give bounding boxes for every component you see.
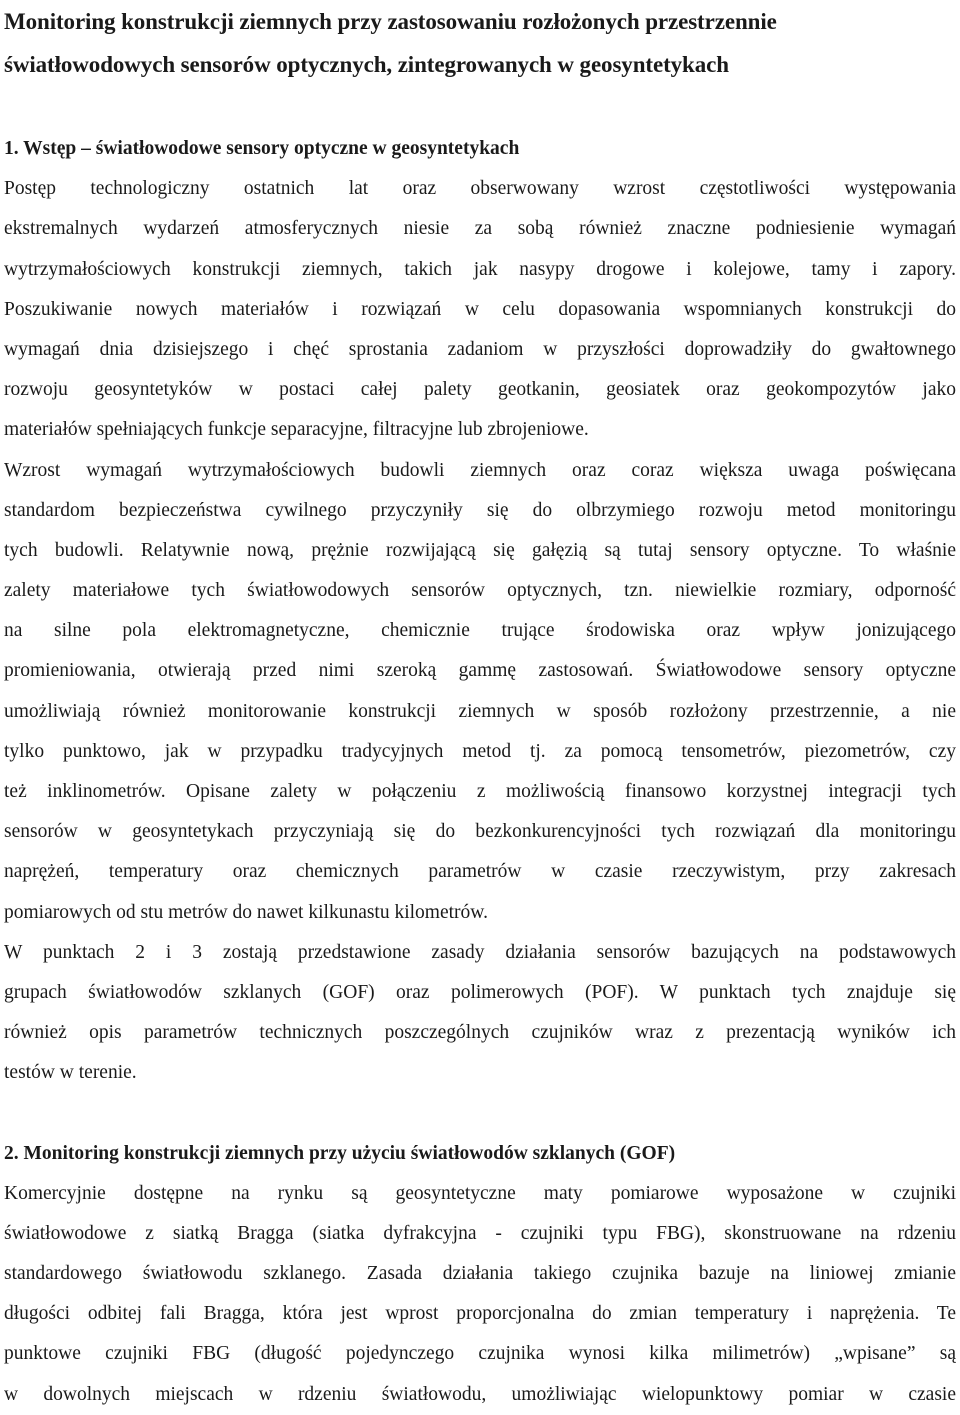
section-2-heading: 2. Monitoring konstrukcji ziemnych przy użyciu światłowodów szklanych (GOF): [4, 1142, 676, 1164]
text-line: materiałów spełniających funkcje separacyjne, filtracyjne lub zbrojeniowe.: [4, 419, 589, 441]
title-line-1: Monitoring konstrukcji ziemnych przy zastosowaniu rozłożonych przestrzennie: [4, 9, 777, 34]
text-line: tylko punktowo, jak w przypadku tradycyjnych metod tj. za pomocą tensometrów, piezometrów, czy: [4, 740, 956, 762]
text-line: Wzrost wymagań wytrzymałościowych budowli ziemnych oraz coraz większa uwaga poświęcana: [4, 459, 956, 481]
text-line: Komercyjnie dostępne na rynku są geosyntetyczne maty pomiarowe wyposażone w czujniki: [4, 1182, 956, 1204]
document-title: [4, 0, 956, 86]
text-line: grupach światłowodów szklanych (GOF) oraz polimerowych (POF). W punktach tych znajduje się: [4, 981, 956, 1003]
text-line: promieniowania, otwierają przed nimi szeroką gammę zastosowań. Światłowodowe sensory optyczne: [4, 660, 956, 682]
text-line: standardom bezpieczeństwa cywilnego przyczyniły się do olbrzymiego rozwoju metod monitoringu: [4, 499, 956, 521]
text-line: też inklinometrów. Opisane zalety w połączeniu z możliwością finansowo korzystnej integracji tych: [4, 781, 956, 803]
text-line: naprężeń, temperatury oraz chemicznych parametrów w czasie rzeczywistym, przy zakresach: [4, 861, 956, 883]
text-line: pomiarowych od stu metrów do nawet kilkunastu kilometrów.: [4, 901, 488, 923]
text-line: światłowodowe z siatką Bragga (siatka dyfrakcyjna - czujniki typu FBG), skonstruowane na rdzeniu: [4, 1222, 956, 1244]
text-line: tych budowli. Relatywnie nową, prężnie rozwijającą się gałęzią są tutaj sensory optyczne. To właśnie: [4, 539, 956, 561]
text-line: punktowe czujniki FBG (długość pojedynczego czujnika wynosi kilka milimetrów) „wpisane” są: [4, 1343, 956, 1365]
text-line: w dowolnych miejscach w rdzeniu światłowodu, umożliwiając wielopunktowy pomiar w czasie: [4, 1383, 956, 1405]
text-line: Postęp technologiczny ostatnich lat oraz obserwowany wzrost częstotliwości występowania: [4, 178, 956, 200]
text-line: sensorów w geosyntetykach przyczyniają się do bezkonkurencyjności tych rozwiązań dla monitoringu: [4, 821, 956, 843]
text-line: ekstremalnych wydarzeń atmosferycznych niesie za sobą również znaczne podniesienie wymagań: [4, 218, 956, 240]
text-line: również opis parametrów technicznych poszczególnych czujników wraz z prezentacją wyników ich: [4, 1022, 956, 1044]
text-line: długości odbitej fali Bragga, która jest wprost proporcjonalna do zmian temperatury i naprężenia. Te: [4, 1303, 956, 1325]
text-line: rozwoju geosyntetyków w postaci całej palety geotkanin, geosiatek oraz geokompozytów jako: [4, 379, 956, 401]
section-1-heading: 1. Wstęp – światłowodowe sensory optyczne w geosyntetykach: [4, 138, 520, 159]
document-page: [4, 0, 956, 1415]
text-line: W punktach 2 i 3 zostają przedstawione zasady działania sensorów bazujących na podstawowych: [4, 941, 956, 963]
title-line-2: światłowodowych sensorów optycznych, zintegrowanych w geosyntetykach: [4, 52, 729, 77]
text-line: testów w terenie.: [4, 1062, 137, 1084]
section-2-body: [4, 1174, 956, 1415]
text-line: wymagań dnia dzisiejszego i chęć sprostania zadaniom w przyszłości doprowadziły do gwałtownego: [4, 338, 956, 360]
text-line: zalety materiałowe tych światłowodowych sensorów optycznych, tzn. niewielkie rozmiary, odporność: [4, 580, 956, 602]
text-line: umożliwiają również monitorowanie konstrukcji ziemnych w sposób rozłożony przestrzennie, a nie: [4, 700, 956, 722]
text-line: wytrzymałościowych konstrukcji ziemnych, takich jak nasypy drogowe i kolejowe, tamy i zapory.: [4, 258, 956, 280]
text-line: Poszukiwanie nowych materiałów i rozwiązań w celu dopasowania wspomnianych konstrukcji do: [4, 298, 956, 320]
text-line: na silne pola elektromagnetyczne, chemicznie trujące środowiska oraz wpływ jonizującego: [4, 620, 956, 642]
text-line: standardowego światłowodu szklanego. Zasada działania takiego czujnika bazuje na liniowej zmianie: [4, 1263, 956, 1285]
section-1-body: [4, 169, 956, 1093]
